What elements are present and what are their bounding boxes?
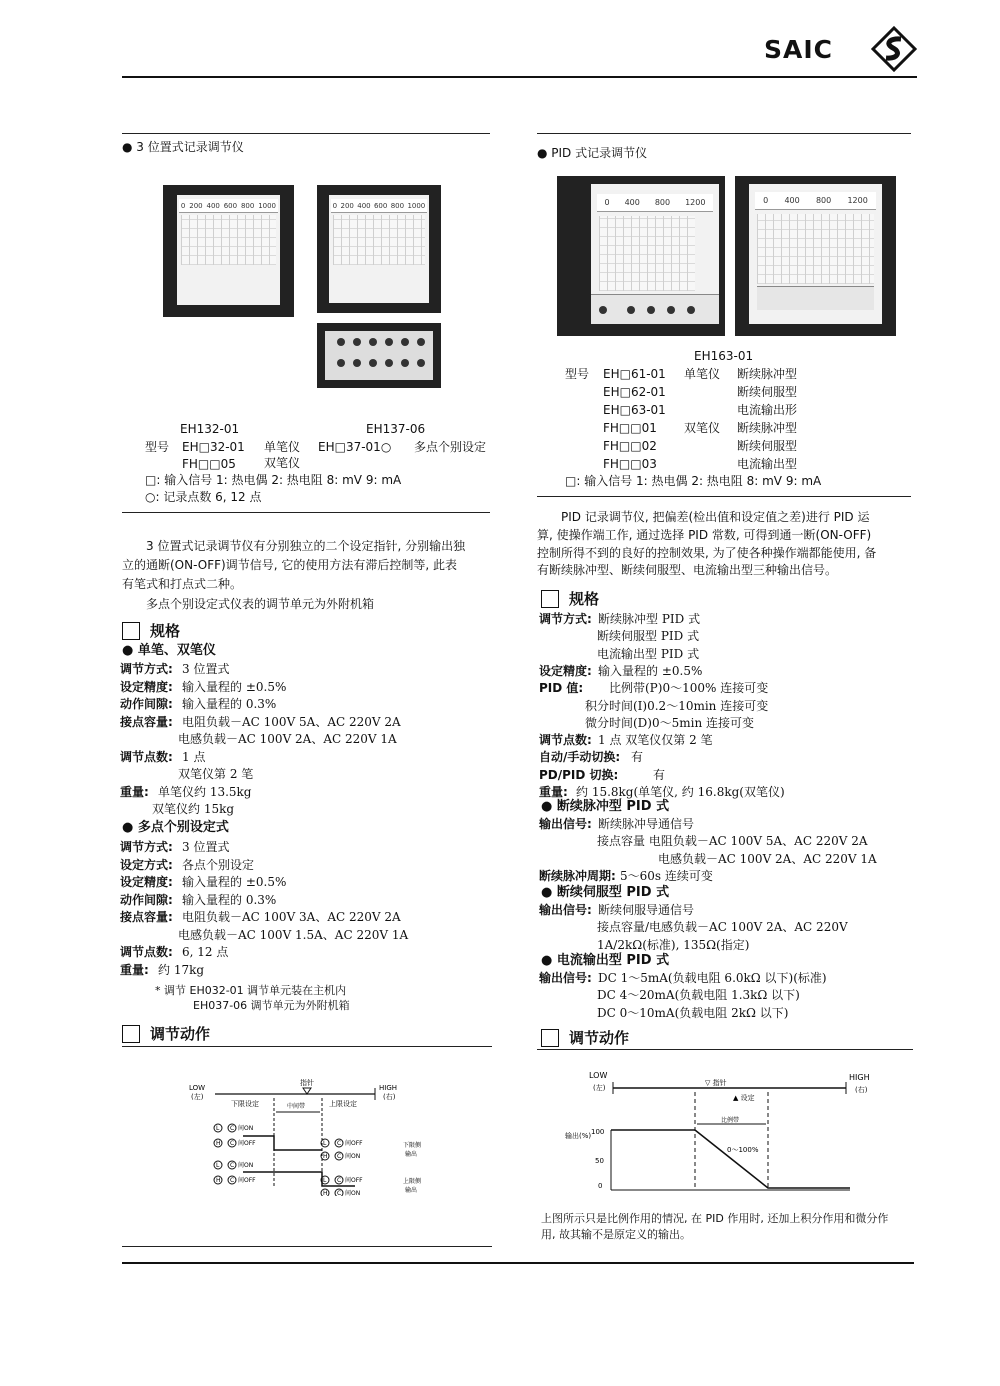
right-current-item-key: 输出信号: <box>539 971 592 985</box>
left-spec1-item-key: 重量: <box>120 784 149 799</box>
right-type-code: FH□□01 <box>603 421 657 435</box>
left-spec1-item-key: 接点容量: <box>120 714 173 729</box>
model-eh163: EH163-01 <box>694 349 754 363</box>
eh163-closed-photo: 0 400 800 1200 <box>735 176 896 336</box>
pid-prop-band: 比例带 <box>721 1117 740 1124</box>
right-type-code: FH□□02 <box>603 439 657 453</box>
left-intro-3: 有笔式和打点式二种。 <box>122 577 243 591</box>
diagram-hc-on: 间ON <box>345 1153 361 1160</box>
diagram-low-sub: (左) <box>191 1093 204 1101</box>
input-signal-note: □: 输入信号 1: 热电偶 2: 热电阻 8: mV 9: mA <box>145 473 402 487</box>
pid-action-diagram <box>565 1066 885 1196</box>
left-divider <box>122 512 490 513</box>
svg-text:H: H <box>216 1140 221 1147</box>
diagram-high-sub: (右) <box>383 1093 396 1101</box>
diagram-high-label: HIGH <box>379 1084 398 1092</box>
right-spec-item-value: 电流输出型 PID 式 <box>597 646 700 661</box>
eh163-open-photo: 0 400 800 1200 <box>557 176 725 336</box>
right-spec-item-value: 断续伺服型 PID 式 <box>597 629 700 644</box>
saic-logo-icon <box>871 26 917 72</box>
right-spec-item-value: 微分时间(D)0～5min 连接可变 <box>585 715 755 730</box>
right-pulse-item-value: 断续脉冲导通信号 <box>598 817 695 831</box>
left-spec2-item-key: 动作间隙: <box>120 892 173 907</box>
left-spec1-item-value: 3 位置式 <box>182 662 230 676</box>
right-spec-item-value: 有 <box>653 767 666 782</box>
checkbox-square-icon <box>541 1029 559 1047</box>
left-spec2-item-value: 电阻负载－AC 100V 3A、AC 220V 2A <box>182 910 401 924</box>
svg-text:C: C <box>337 1177 342 1184</box>
left-intro-4: 多点个别设定式仪表的调节单元为外附机箱 <box>146 597 375 611</box>
left-spec1-item-key: 设定精度: <box>120 679 173 694</box>
left-spec1-item-value: 1 点 <box>182 749 206 764</box>
left-spec1-item-key: 动作间隙: <box>120 697 173 711</box>
pid-pointer-label: ▽ 指针 <box>705 1079 727 1087</box>
diagram-middle-band: 中间带 <box>287 1103 306 1110</box>
left-spec1-item-key: 调节点数: <box>120 749 173 764</box>
left-spec1-item-value: 双笔仪第 2 笔 <box>178 767 254 781</box>
right-type-kind: 断续脉冲型 <box>737 421 798 435</box>
right-pulse-item-value: 接点容量 电阻负载－AC 100V 5A、AC 220V 2A <box>597 834 868 849</box>
left-spec2-item-value: 约 17kg <box>158 962 205 977</box>
checkbox-square-icon <box>122 622 140 640</box>
right-spec-item-key: PD/PID 切换: <box>539 767 619 782</box>
right-pulse-item-key: 断续脉冲周期: <box>539 868 616 883</box>
svg-text:C: C <box>337 1153 342 1160</box>
right-servo-item-value: 断续伺服导通信号 <box>598 903 695 917</box>
svg-text:间OFF: 间OFF <box>238 1177 256 1184</box>
right-sub-pulse: ● 断续脉冲型 PID 式 <box>541 799 670 814</box>
left-spec1-item-value: 输入量程的 0.3% <box>182 697 277 711</box>
right-type-pen: 双笔仪 <box>684 421 721 435</box>
left-spec2-item-value: 3 位置式 <box>182 840 230 854</box>
right-type-pen: 单笔仪 <box>684 367 721 381</box>
eh137-photo: 0 200 400 600 800 1000 <box>317 185 441 313</box>
right-intro-3: 控制所得不到的良好的控制效果, 为了使各种操作端都能使用, 备 <box>537 546 877 560</box>
model-eh132: EH132-01 <box>180 422 240 436</box>
left-spec1-item-value: 电感负载－AC 100V 2A、AC 220V 1A <box>178 732 397 746</box>
right-divider <box>537 496 911 497</box>
type-desc-2: 多点个别设定 <box>414 440 487 454</box>
right-action-heading: 调节动作 <box>541 1027 629 1048</box>
caption-2: 用, 故其输不是原定义的输出。 <box>541 1228 691 1241</box>
left-section-rule <box>122 133 490 134</box>
type-code-2: EH□37-01○ <box>318 440 392 454</box>
pid-high-label: HIGH <box>849 1073 870 1082</box>
record-points-note: ○: 记录点数 6, 12 点 <box>145 490 262 504</box>
svg-text:L: L <box>216 1125 220 1132</box>
left-section-title: ● 3 位置式记录调节仪 <box>122 140 244 154</box>
left-sub-multipoint: ● 多点个别设定式 <box>122 820 229 835</box>
left-spec2-item-key: 接点容量: <box>120 910 173 924</box>
right-section-title: ● PID 式记录调节仪 <box>537 146 648 160</box>
type-code-3: FH□□05 <box>182 457 236 471</box>
left-bottom-rule <box>122 1246 492 1247</box>
three-position-action-diagram <box>185 1076 445 1196</box>
type-pen-1: 单笔仪 <box>264 440 301 454</box>
right-servo-item-value: 接点容量/电感负载－AC 100V 2A、AC 220V <box>597 920 848 935</box>
diagram-lc-off: 间OFF <box>345 1140 363 1147</box>
right-spec-item-value: 输入量程的 ±0.5% <box>598 663 703 678</box>
svg-text:间ON: 间ON <box>238 1162 254 1169</box>
pid-y-100: 100 <box>591 1128 605 1136</box>
right-type-code: EH□61-01 <box>603 367 666 381</box>
svg-text:C: C <box>230 1140 235 1147</box>
left-spec2-item-value: 6, 12 点 <box>182 945 229 959</box>
caption-1: 上图所示只是比例作用的情况, 在 PID 作用时, 还加上积分作用和微分作 <box>541 1212 889 1225</box>
left-spec1-item-key: 调节方式: <box>120 662 173 676</box>
right-current-item-value: DC 1～5mA(负载电阻 6.0kΩ 以下)(标准) <box>598 971 827 985</box>
right-action-rule <box>537 1049 913 1050</box>
left-spec2-item-key: 设定方式: <box>120 857 173 872</box>
right-type-kind: 电流输出型 <box>737 457 798 471</box>
diagram-lower-set: 下限设定 <box>231 1100 259 1108</box>
right-input-note: □: 输入信号 1: 热电偶 2: 热电阻 8: mV 9: mA <box>565 474 822 488</box>
right-spec-item-key: 设定精度: <box>539 663 592 678</box>
left-intro-2: 立的通断(ON-OFF)调节信号, 它的使用方法有滞后控制等, 此表 <box>122 558 457 572</box>
svg-text:C: C <box>230 1162 235 1169</box>
right-servo-item-value: 1A/2kΩ(标准), 135Ω(指定) <box>597 937 750 952</box>
svg-text:H: H <box>323 1190 328 1196</box>
eh137-control-box-photo <box>317 323 441 388</box>
left-spec1-item-value: 电阻负载－AC 100V 5A、AC 220V 2A <box>182 714 401 729</box>
left-spec1-item-value: 输入量程的 ±0.5% <box>182 679 287 694</box>
left-action-rule <box>122 1046 492 1047</box>
right-spec-item-value: 比例带(P)0～100% 连接可变 <box>609 681 769 696</box>
right-type-kind: 电流输出形 <box>737 403 798 417</box>
model-eh137: EH137-06 <box>366 422 426 436</box>
checkbox-square-icon <box>541 590 559 608</box>
type-code-1: EH□32-01 <box>182 440 245 454</box>
diagram-hc-off: 间OFF <box>238 1140 256 1147</box>
svg-text:间OFF: 间OFF <box>345 1177 363 1184</box>
pid-y-50: 50 <box>595 1157 604 1165</box>
right-type-kind: 断续脉冲型 <box>737 367 798 381</box>
right-current-item-value: DC 4～20mA(负载电阻 1.3kΩ 以下) <box>597 988 800 1003</box>
right-pulse-item-value: 5～60s 连续可变 <box>620 868 713 883</box>
pid-low-label: LOW <box>589 1071 608 1080</box>
pid-set-label: ▲ 设定 <box>733 1094 755 1102</box>
left-spec1-item-value: 单笔仪约 13.5kg <box>158 784 252 799</box>
right-sub-current: ● 电流输出型 PID 式 <box>541 953 670 968</box>
right-spec-heading: 规格 <box>541 588 599 609</box>
svg-text:输出: 输出 <box>405 1187 418 1194</box>
right-type-code: EH□63-01 <box>603 403 666 417</box>
pointer-marker-icon <box>303 1088 311 1094</box>
svg-text:输出: 输出 <box>405 1151 418 1158</box>
right-intro-2: 算, 使操作端工作, 通过选择 PID 常数, 可得到通一断(ON-OFF) <box>537 528 872 542</box>
right-spec-item-value: 有 <box>631 750 644 765</box>
type-pen-3: 双笔仪 <box>264 456 301 470</box>
right-spec-item-key: 调节方式: <box>539 612 592 626</box>
left-spec2-item-key: 重量: <box>120 962 149 977</box>
left-spec2-item-key: 调节方式: <box>120 840 173 854</box>
diagram-lc-on: 间ON <box>238 1125 254 1132</box>
left-spec2-item-value: 输入量程的 0.3% <box>182 892 277 907</box>
right-spec-item-value: 约 15.8kg(单笔仪, 约 16.8kg(双笔仪) <box>576 785 785 799</box>
pid-y-0: 0 <box>598 1182 603 1190</box>
diagram-upper-out: 上限侧 <box>403 1178 422 1185</box>
right-type-kind: 断续伺服型 <box>737 385 798 399</box>
left-action-heading: 调节动作 <box>122 1023 210 1044</box>
svg-text:C: C <box>337 1190 342 1196</box>
right-pulse-item-value: 电感负载－AC 100V 2A、AC 220V 1A <box>658 851 877 866</box>
right-type-code: EH□62-01 <box>603 385 666 399</box>
left-spec2-item-key: 调节点数: <box>120 945 173 959</box>
right-pulse-item-key: 输出信号: <box>539 817 592 831</box>
right-spec-item-key: PID 值: <box>539 681 584 696</box>
svg-text:L: L <box>323 1177 327 1184</box>
svg-text:H: H <box>323 1153 328 1160</box>
right-type-code: FH□□03 <box>603 457 657 471</box>
left-spec2-item-value: 输入量程的 ±0.5% <box>182 875 287 889</box>
right-spec-item-key: 重量: <box>539 785 568 799</box>
svg-text:C: C <box>337 1140 342 1147</box>
diagram-low-label: LOW <box>189 1084 206 1092</box>
right-servo-item-key: 输出信号: <box>539 903 592 917</box>
right-intro-4: 有断续脉冲型、断续伺服型、电流输出型三种输出信号。 <box>537 563 838 577</box>
svg-text:H: H <box>216 1177 221 1184</box>
svg-text:C: C <box>230 1177 235 1184</box>
pid-y-label: 输出(%) <box>565 1132 592 1140</box>
diagram-pointer-label: 指针 <box>300 1079 314 1087</box>
brand-name: SAIC <box>764 35 834 64</box>
right-section-rule <box>537 133 911 134</box>
left-spec1-item-value: 双笔仪约 15kg <box>152 802 235 816</box>
pid-low-sub: (左) <box>593 1084 606 1092</box>
right-type-kind: 断续伺服型 <box>737 439 798 453</box>
svg-text:L: L <box>323 1140 327 1147</box>
right-current-item-value: DC 0～10mA(负载电阻 2kΩ 以下) <box>597 1005 789 1020</box>
checkbox-square-icon <box>122 1025 140 1043</box>
eh132-photo: 0 200 400 600 800 1000 <box>163 185 294 317</box>
left-sub-single-dual: ● 单笔、双笔仪 <box>122 643 216 658</box>
footnote-2: EH037-06 调节单元为外附机箱 <box>193 999 350 1012</box>
left-spec2-item-value: 各点个别设定 <box>182 857 255 872</box>
left-spec2-item-key: 设定精度: <box>120 875 173 889</box>
right-type-label: 型号 <box>565 367 590 381</box>
svg-text:C: C <box>230 1125 235 1132</box>
left-intro-1: 3 位置式记录调节仪有分别独立的二个设定指针, 分别输出独 <box>146 539 466 553</box>
type-label: 型号 <box>145 440 170 454</box>
header-rule <box>122 76 917 78</box>
diagram-upper-set: 上限设定 <box>329 1100 357 1108</box>
svg-text:间ON: 间ON <box>345 1190 361 1196</box>
right-spec-item-value: 积分时间(I)0.2～10min 连接可变 <box>585 698 769 713</box>
right-spec-item-key: 调节点数: <box>539 733 592 748</box>
footer-rule <box>122 1262 914 1264</box>
pid-high-sub: (右) <box>855 1086 868 1094</box>
pid-range: 0～100% <box>727 1146 759 1154</box>
footnote-1: * 调节 EH032-01 调节单元装在主机内 <box>155 984 347 997</box>
right-sub-servo: ● 断续伺服型 PID 式 <box>541 885 670 900</box>
right-spec-item-value: 断续脉冲型 PID 式 <box>598 612 701 626</box>
left-spec-heading: 规格 <box>122 620 180 641</box>
right-intro-1: PID 记录调节仪, 把偏差(检出值和设定值之差)进行 PID 运 <box>561 510 870 524</box>
right-spec-item-value: 1 点 双笔仪仅第 2 笔 <box>598 733 713 748</box>
diagram-lower-out: 下限侧 <box>403 1142 422 1149</box>
right-spec-item-key: 自动/手动切换: <box>539 750 621 765</box>
left-spec2-item-value: 电感负载－AC 100V 1.5A、AC 220V 1A <box>178 927 409 942</box>
svg-text:L: L <box>216 1162 220 1169</box>
